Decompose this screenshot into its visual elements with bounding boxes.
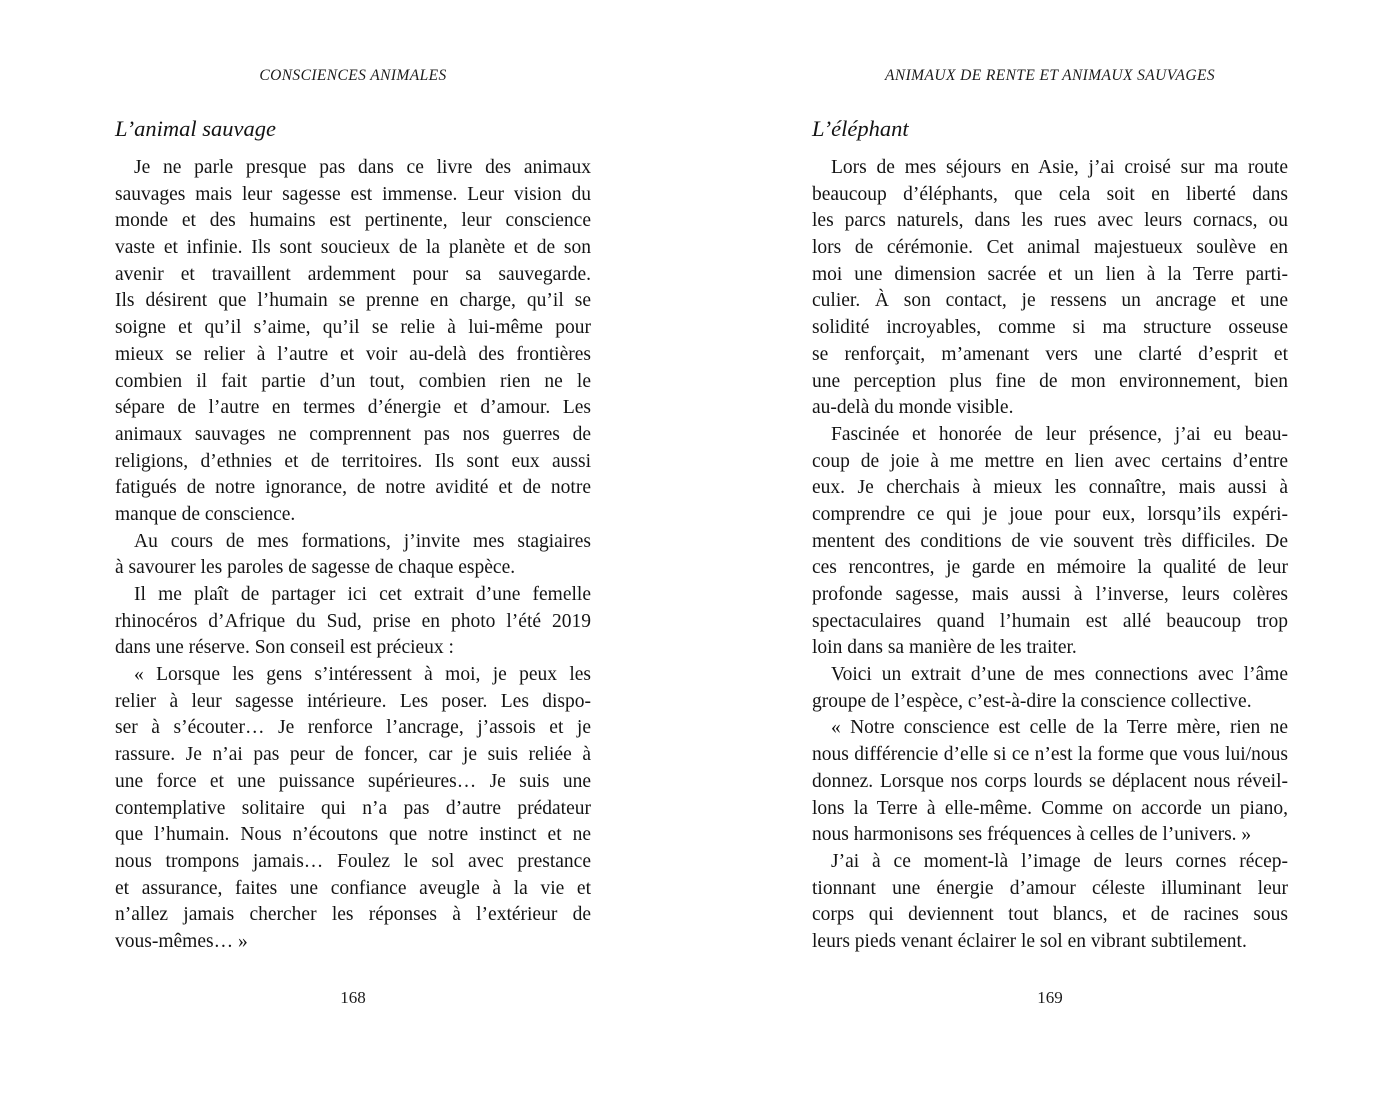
text-line: corps qui deviennent tout blancs, et de racines sous xyxy=(812,904,1288,926)
page-body xyxy=(812,155,1288,956)
page-number: 168 xyxy=(340,988,366,1007)
text-line: coup de joie à me mettre en lien avec certains d’entre xyxy=(812,450,1288,472)
text-line: moi une dimension sacrée et un lien à la Terre parti- xyxy=(812,263,1288,285)
text-line: comprendre ce qui je joue pour eux, lorsqu’ils expéri- xyxy=(812,503,1288,525)
text-line: soigne et qu’il s’aime, qu’il se relie à lui-même pour xyxy=(115,317,591,339)
paragraph xyxy=(812,155,1288,422)
text-line: contemplative solitaire qui n’a pas d’autre prédateur xyxy=(115,797,591,819)
text-line: ces rencontres, je garde en mémoire la qualité de leur xyxy=(812,557,1288,579)
paragraph xyxy=(812,662,1288,715)
text-line: vaste et infinie. Ils sont soucieux de la planète et de son xyxy=(115,237,591,259)
paragraph xyxy=(115,582,591,662)
text-line: avenir et travaillent ardemment pour sa sauvegarde. xyxy=(115,263,591,285)
text-line: animaux sauvages ne comprennent pas nos guerres de xyxy=(115,423,591,445)
paragraph xyxy=(812,422,1288,662)
text-line: solidité incroyables, comme si ma structure osseuse xyxy=(812,317,1288,339)
text-line: monde et des humains est pertinente, leur conscience xyxy=(115,210,591,232)
text-line: donnez. Lorsque nos corps lourds se déplacent nous réveil- xyxy=(812,770,1288,792)
text-line: dans une réserve. Son conseil est précieux : xyxy=(115,637,454,659)
text-line: loin dans sa manière de les traiter. xyxy=(812,637,1077,659)
text-line: à savourer les paroles de sagesse de chaque espèce. xyxy=(115,557,516,579)
text-line: et assurance, faites une confiance aveugle à la vie et xyxy=(115,877,591,899)
text-line: spectaculaires quand l’humain est allé beaucoup trop xyxy=(812,610,1288,632)
text-line: relier à leur sagesse intérieure. Les poser. Les dispo- xyxy=(115,690,591,712)
paragraph xyxy=(812,715,1288,848)
text-line: que l’humain. Nous n’écoutons que notre instinct et ne xyxy=(115,824,591,846)
text-line: groupe de l’espèce, c’est-à-dire la conscience collective. xyxy=(812,690,1252,712)
text-line: leurs pieds venant éclairer le sol en vibrant subtilement. xyxy=(812,930,1247,952)
text-line: Au cours de mes formations, j’invite mes stagiaires xyxy=(134,530,591,552)
text-line: nous trompons jamais… Foulez le sol avec prestance xyxy=(115,850,591,872)
text-line: rassure. Je n’ai pas peur de foncer, car je suis reliée à xyxy=(115,744,591,766)
text-line: nous différencie d’elle si ce n’est la forme que vous lui/nous xyxy=(812,744,1288,766)
right-page xyxy=(812,0,1288,1100)
paragraph xyxy=(115,155,591,529)
text-line: fatigués de notre ignorance, de notre avidité et de notre xyxy=(115,477,591,499)
section-title: L’animal sauvage xyxy=(115,116,277,141)
text-line: mieux se relier à l’autre et voir au-delà des frontières xyxy=(115,343,591,365)
text-line: Fascinée et honorée de leur présence, j’ai eu beau- xyxy=(831,423,1288,445)
text-line: tionnant une énergie d’amour céleste illuminant leur xyxy=(812,877,1288,899)
text-line: n’allez jamais chercher les réponses à l’extérieur de xyxy=(115,904,591,926)
page-body xyxy=(115,155,591,956)
text-line: se renforçait, m’amenant vers une clarté d’esprit et xyxy=(812,343,1288,365)
text-line: Il me plaît de partager ici cet extrait d’une femelle xyxy=(134,584,591,605)
text-line: au-delà du monde visible. xyxy=(812,397,1014,419)
text-line: religions, d’ethnies et de territoires. Ils sont eux aussi xyxy=(115,450,591,472)
text-line: lors de cérémonie. Cet animal majestueux soulève en xyxy=(812,237,1288,259)
section-title: L’éléphant xyxy=(812,116,909,141)
paragraph xyxy=(115,529,591,582)
text-line: une perception plus fine de mon environnement, bien xyxy=(812,370,1288,392)
text-line: une force et une puissance supérieures… Je suis une xyxy=(115,770,591,792)
text-line: lons la Terre à elle-même. Comme on accorde un piano, xyxy=(812,797,1288,819)
text-line: culier. À son contact, je ressens un ancrage et une xyxy=(812,290,1288,312)
text-line: vous-mêmes… » xyxy=(115,930,248,952)
paragraph xyxy=(812,849,1288,956)
left-page xyxy=(115,0,591,1100)
running-header: ANIMAUX DE RENTE ET ANIMAUX SAUVAGES xyxy=(885,67,1215,84)
text-line: nous harmonisons ses fréquences à celles de l’univers. » xyxy=(812,824,1252,846)
text-line: sépare de l’autre en termes d’énergie et d’amour. Les xyxy=(115,397,591,419)
running-header: CONSCIENCES ANIMALES xyxy=(259,67,447,84)
text-line: les parcs naturels, dans les rues avec leurs cornacs, ou xyxy=(812,210,1288,232)
page-number: 169 xyxy=(1037,988,1063,1007)
text-line: Ils désirent que l’humain se prenne en charge, qu’il se xyxy=(115,290,591,312)
text-line: eux. Je cherchais à mieux les connaître, mais aussi à xyxy=(812,477,1288,499)
text-line: combien il fait partie d’un tout, combien rien ne le xyxy=(115,370,591,392)
text-line: Voici un extrait d’une de mes connections avec l’âme xyxy=(831,664,1288,686)
text-line: profonde sagesse, mais aussi à l’inverse, leurs colères xyxy=(812,584,1288,605)
text-line: rhinocéros d’Afrique du Sud, prise en photo l’été 2019 xyxy=(115,610,591,632)
text-line: Lors de mes séjours en Asie, j’ai croisé sur ma route xyxy=(831,157,1288,178)
text-line: manque de conscience. xyxy=(115,503,296,525)
text-line: J’ai à ce moment-là l’image de leurs cornes récep- xyxy=(831,850,1288,872)
paragraph xyxy=(115,662,591,956)
text-line: « Lorsque les gens s’intéressent à moi, je peux les xyxy=(134,664,591,686)
text-line: beaucoup d’éléphants, que cela soit en liberté dans xyxy=(812,183,1288,205)
text-line: Je ne parle presque pas dans ce livre des animaux xyxy=(134,157,591,178)
text-line: sauvages mais leur sagesse est immense. Leur vision du xyxy=(115,183,591,205)
text-line: « Notre conscience est celle de la Terre mère, rien ne xyxy=(831,717,1288,739)
text-line: ser à s’écouter… Je renforce l’ancrage, j’assois et je xyxy=(115,717,591,739)
text-line: mentent des conditions de vie souvent très difficiles. De xyxy=(812,530,1288,552)
